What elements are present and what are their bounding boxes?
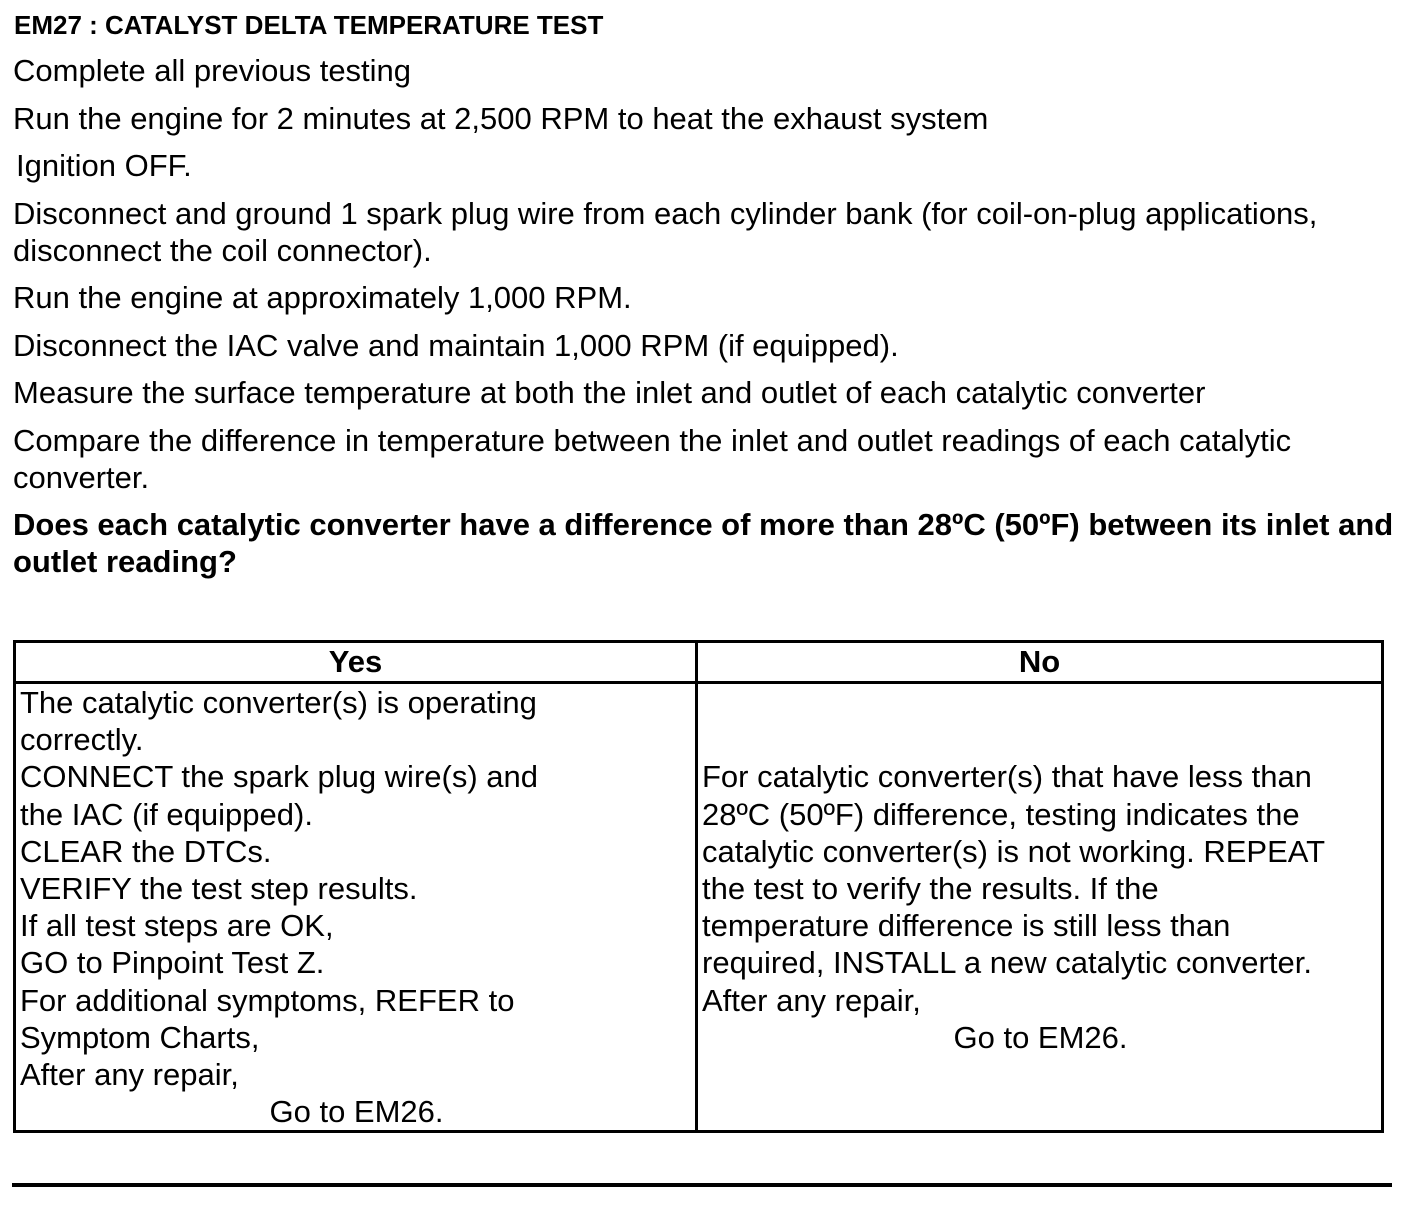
result-table [13,640,1384,1133]
no-line: catalytic converter(s) is not working. REPEAT [702,833,1326,869]
no-line: the test to verify the results. If the [702,871,1159,907]
step-5: Run the engine at approximately 1,000 RPM. [13,280,632,315]
no-line: temperature difference is still less than [702,908,1231,944]
no-line: For catalytic converter(s) that have less than [702,759,1312,795]
yes-line: For additional symptoms, REFER to [20,982,515,1018]
no-line: After any repair, [702,982,921,1018]
bottom-divider [12,1183,1392,1187]
step-2: Run the engine for 2 minutes at 2,500 RPM to heat the exhaust system [13,100,989,136]
yes-line: The catalytic converter(s) is operating [20,685,537,720]
no-goto-em26-link[interactable]: Go to EM26. [953,1019,1128,1055]
step-3: Ignition OFF. [16,148,192,183]
table-row [15,683,1383,1132]
yes-cell [15,683,697,1132]
procedure-steps [13,52,1398,580]
no-line: 28ºC (50ºF) difference, testing indicates the [702,796,1300,832]
yes-header: Yes [15,642,697,683]
test-question: Does each catalytic converter have a difference of more than 28ºC (50ºF) between its inlet and outlet reading? [13,507,1394,579]
no-header: No [697,642,1383,683]
step-7: Measure the surface temperature at both the inlet and outlet of each catalytic converter [13,375,1206,410]
step-1: Complete all previous testing [13,53,412,88]
step-8: Compare the difference in temperature between the inlet and outlet readings of each catalytic converter. [13,422,1292,495]
yes-line: If all test steps are OK, [20,908,334,944]
table-header-row [15,642,1383,683]
yes-goto-em26-link[interactable]: Go to EM26. [269,1094,444,1130]
yes-line: GO to Pinpoint Test Z. [20,945,325,981]
yes-line: CLEAR the DTCs. [20,833,272,869]
page-title: EM27 : CATALYST DELTA TEMPERATURE TEST [14,10,604,40]
no-cell [697,683,1383,1132]
yes-line: After any repair, [20,1057,239,1093]
step-4: Disconnect and ground 1 spark plug wire from each cylinder bank (for coil-on-plug applications, disconnect the coil connector). [13,195,1318,268]
no-line: required, INSTALL a new catalytic converter. [702,945,1312,981]
yes-line: CONNECT the spark plug wire(s) and [20,759,538,795]
step-6: Disconnect the IAC valve and maintain 1,000 RPM (if equipped). [13,327,899,363]
yes-line: Symptom Charts, [20,1019,260,1055]
yes-line: VERIFY the test step results. [20,871,418,907]
yes-line: the IAC (if equipped). [20,796,313,832]
yes-line: correctly. [20,722,144,758]
